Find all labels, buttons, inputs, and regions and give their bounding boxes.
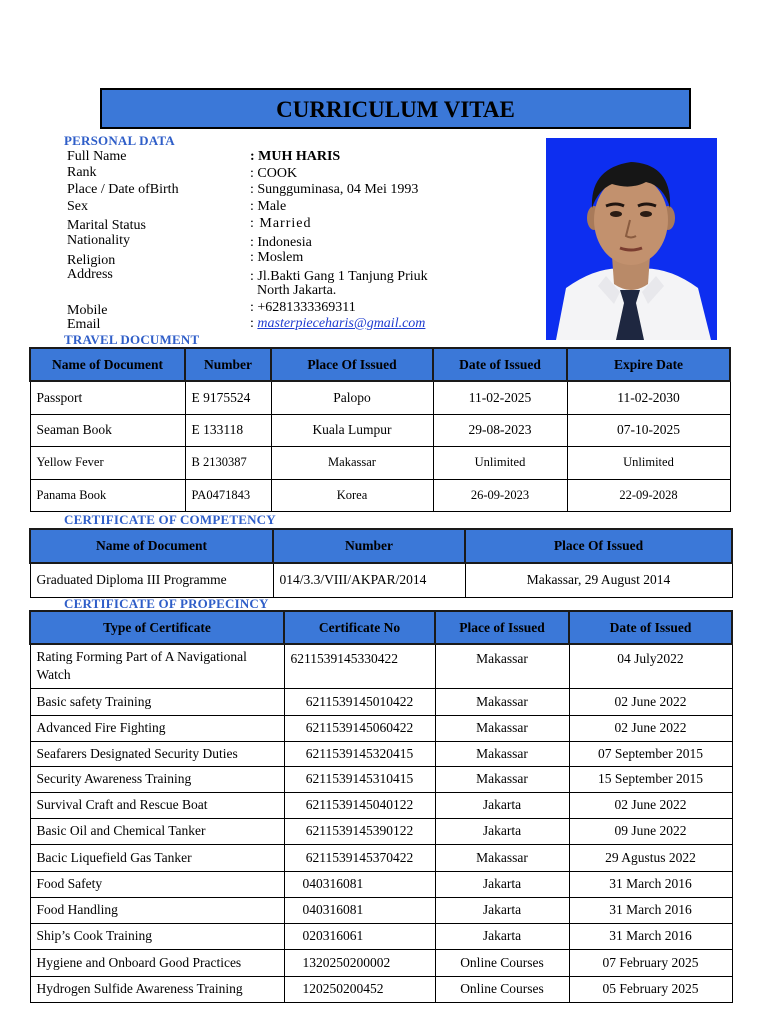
cell: Makassar [435,844,569,871]
table-row [30,381,730,414]
table-row [30,976,732,1002]
cell: Survival Craft and Rescue Boat [30,792,284,818]
cell: Makassar [435,766,569,792]
cell: Jakarta [435,871,569,897]
cell: 02 June 2022 [569,715,732,741]
value-marital-status: : Married [250,216,312,231]
cell: 15 September 2015 [569,766,732,792]
cell: Panama Book [30,479,185,511]
table-row [30,844,732,871]
col-header: Date of Issued [433,348,567,381]
cell: 29-08-2023 [433,414,567,446]
label-email: Email [67,317,101,332]
value-religion: : Moslem [250,250,304,265]
value-place-dob: : Sungguminasa, 04 Mei 1993 [250,182,419,197]
cell: Basic safety Training [30,688,284,715]
cell: Seaman Book [30,414,185,446]
value-address-line1: : Jl.Bakti Gang 1 Tanjung Priuk [250,269,428,284]
table-row [30,446,730,479]
cell: 09 June 2022 [569,818,732,844]
cell: 6211539145390122 [284,818,435,844]
cell: 07-10-2025 [567,414,730,446]
cell: 120250200452 [284,976,435,1002]
cell: Bacic Liquefield Gas Tanker [30,844,284,871]
cell: 11-02-2025 [433,381,567,414]
cell: Food Handling [30,897,284,923]
table-row [30,563,732,597]
cell: 02 June 2022 [569,688,732,715]
cell: PA0471843 [185,479,271,511]
cell: 02 June 2022 [569,792,732,818]
table-row [30,644,732,688]
cell: 05 February 2025 [569,976,732,1002]
col-header: Expire Date [567,348,730,381]
value-full-name: : MUH HARIS [250,149,341,164]
cell: Makassar [435,688,569,715]
value-sex: : Male [250,199,287,214]
cell: Seafarers Designated Security Duties [30,741,284,766]
label-mobile: Mobile [67,303,108,318]
cell: Unlimited [433,446,567,479]
value-nationality: : Indonesia [250,235,312,250]
col-header: Name of Document [30,348,185,381]
label-address: Address [67,267,113,282]
cell: 31 March 2016 [569,923,732,949]
cell: 31 March 2016 [569,897,732,923]
cell: 6211539145370422 [284,844,435,871]
cell: Makassar [435,644,569,688]
cell: 6211539145010422 [284,688,435,715]
cell: Kuala Lumpur [271,414,433,446]
col-header: Number [185,348,271,381]
table-row [30,741,732,766]
section-certificate-competency: CERTIFICATE OF COMPETENCY [64,512,276,527]
cell: 014/3.3/VIII/AKPAR/2014 [273,563,465,597]
label-rank: Rank [67,165,97,180]
cell: 07 February 2025 [569,949,732,976]
cell: 11-02-2030 [567,381,730,414]
profile-photo [546,138,717,340]
cell: 6211539145310415 [284,766,435,792]
table-row [30,688,732,715]
cell: Basic Oil and Chemical Tanker [30,818,284,844]
cell: Graduated Diploma III Programme [30,563,273,597]
cell: 020316061 [284,923,435,949]
cell: 31 March 2016 [569,871,732,897]
cell: Jakarta [435,818,569,844]
email-row [250,316,425,332]
label-place-dob: Place / Date ofBirth [67,182,179,197]
cell: Korea [271,479,433,511]
cell: 26-09-2023 [433,479,567,511]
cell: 6211539145040122 [284,792,435,818]
cell: Security Awareness Training [30,766,284,792]
cell: Jakarta [435,792,569,818]
section-personal-data: PERSONAL DATA [64,133,175,148]
label-sex: Sex [67,199,88,214]
cell: Palopo [271,381,433,414]
cell: Hygiene and Onboard Good Practices [30,949,284,976]
travel-document-table [29,347,731,512]
col-header: Name of Document [30,529,273,563]
table-row [30,949,732,976]
cell: Online Courses [435,976,569,1002]
col-header: Certificate No [284,611,435,644]
cell: B 2130387 [185,446,271,479]
value-rank: : COOK [250,166,298,181]
label-nationality: Nationality [67,233,130,248]
cell: Ship’s Cook Training [30,923,284,949]
table-row [30,792,732,818]
col-header: Place Of Issued [271,348,433,381]
table-header-row [30,348,730,381]
cell: 040316081 [284,897,435,923]
table-row [30,766,732,792]
value-address-line2: North Jakarta. [257,283,337,298]
table-row [30,414,730,446]
cell: Advanced Fire Fighting [30,715,284,741]
col-header: Date of Issued [569,611,732,644]
cell: Makassar, 29 August 2014 [465,563,732,597]
table-header-row [30,529,732,563]
table-row [30,923,732,949]
col-header: Number [273,529,465,563]
cell: Online Courses [435,949,569,976]
cell: E 9175524 [185,381,271,414]
col-header: Type of Certificate [30,611,284,644]
cell: 07 September 2015 [569,741,732,766]
cell: Passport [30,381,185,414]
section-travel-document: TRAVEL DOCUMENT [64,332,200,347]
label-religion: Religion [67,253,116,268]
email-colon: : [250,316,254,331]
label-full-name: Full Name [67,149,127,164]
cell: Hydrogen Sulfide Awareness Training [30,976,284,1002]
competency-table [29,528,733,598]
col-header: Place Of Issued [465,529,732,563]
cell: 6211539145060422 [284,715,435,741]
table-row [30,715,732,741]
cell: 04 July2022 [569,644,732,688]
table-header-row [30,611,732,644]
cell: Makassar [435,741,569,766]
cell: 29 Agustus 2022 [569,844,732,871]
portrait-image [546,138,717,340]
cell: 6211539145330422 [284,644,435,688]
col-header: Place of Issued [435,611,569,644]
cell: Jakarta [435,923,569,949]
email-link[interactable]: masterpieceharis@gmail.com [257,316,426,331]
cell: 6211539145320415 [284,741,435,766]
table-row [30,479,730,511]
table-row [30,871,732,897]
cv-title: CURRICULUM VITAE [100,88,691,129]
cell: E 133118 [185,414,271,446]
cell: Yellow Fever [30,446,185,479]
label-marital-status: Marital Status [67,218,146,233]
cell: 040316081 [284,871,435,897]
table-row [30,897,732,923]
cell: Rating Forming Part of A Navigational Watch [30,644,284,688]
cell: Food Safety [30,871,284,897]
cell: 22-09-2028 [567,479,730,511]
proficiency-table [29,610,733,1003]
cell: 1320250200002 [284,949,435,976]
cell: Makassar [271,446,433,479]
value-mobile: : +6281333369311 [250,300,356,315]
section-certificate-proficiency: CERTIFICATE OF PROPECINCY [64,596,269,611]
table-row [30,818,732,844]
cell: Makassar [435,715,569,741]
cell: Jakarta [435,897,569,923]
cell: Unlimited [567,446,730,479]
